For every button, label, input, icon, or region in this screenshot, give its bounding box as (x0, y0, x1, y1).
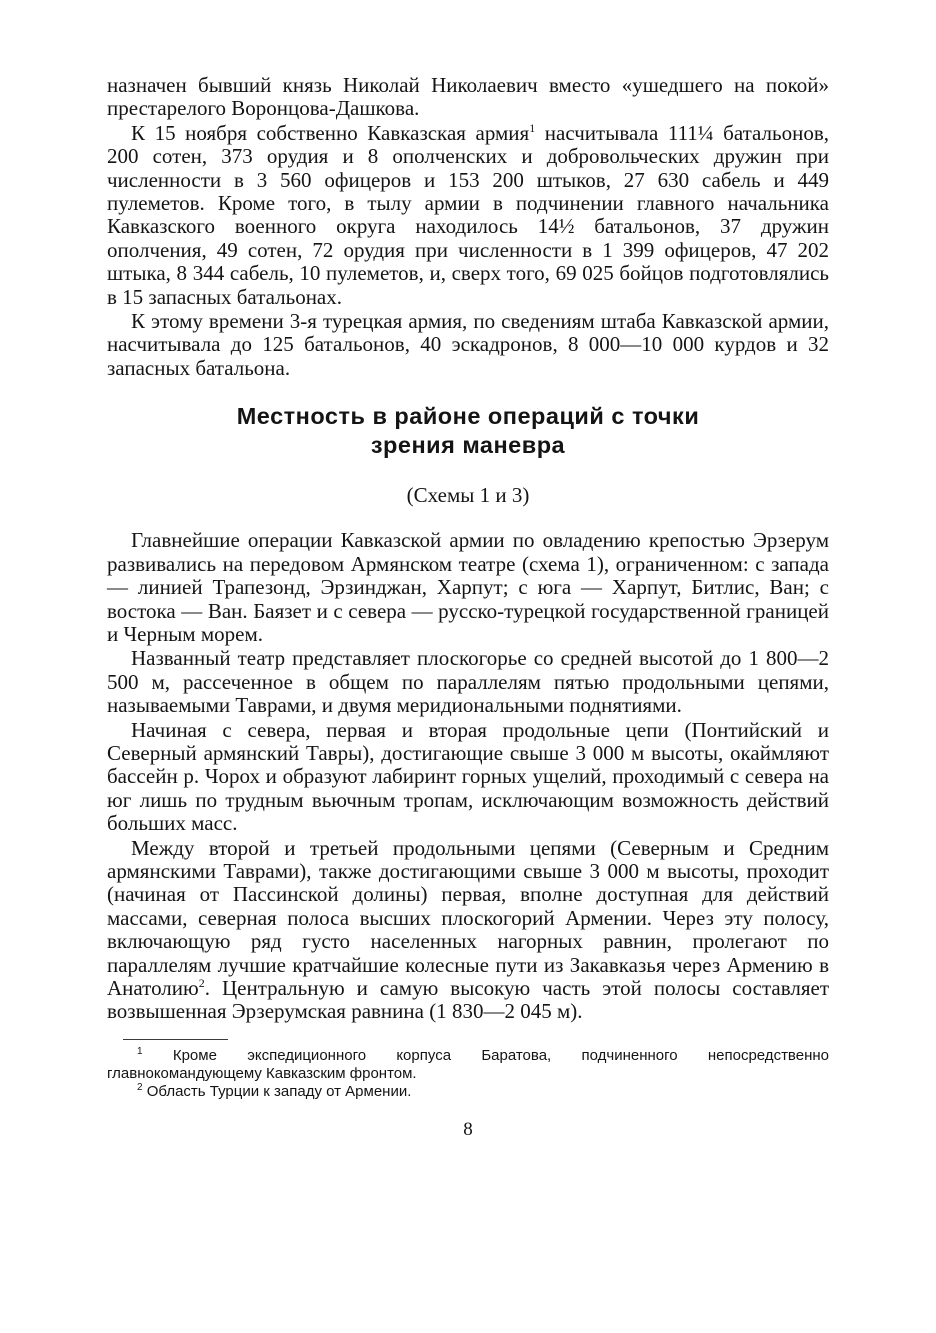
footnote (107, 1047, 829, 1083)
footnote-text: Кроме экспедиционного корпуса Баратова, подчиненного непосредственно главнокомандующему Кавказским фронтом. (107, 1046, 829, 1082)
paragraph-continuation: назначен бывший князь Николай Николаевич вместо «ушедшего на покой» престарелого Воронцова-Дашкова. (107, 73, 829, 121)
paragraph-northern-chains: Начиная с севера, первая и вторая продольные цепи (Понтийский и Северный армянский Тавры), достигающие свыше 3 000 м высоты, окаймляют бассейн р. Чорох и образуют лабиринт горных ущелий, проходимый с севера на юг лишь по трудным вьючным тропам, исключающим возможность действий больших масс. (107, 717, 829, 836)
section-heading-line: Местность в районе операций с точки (236, 403, 700, 430)
paragraph-text: насчитывала 111¼ батальонов, 200 сотен, 373 орудия и 8 ополченских и добровольческих дружин при численности в 3 560 офицеров и 153 200 штыков, 27 630 сабель и 449 пулеметов. Кроме того, в тылу армии в подчинении главного начальника Кавказского военного округа находилось 14½ батальонов, 37 дружин ополчения, 49 сотен, 72 орудия при численности в 1 399 офицеров, 47 202 штыка, 8 344 сабель, 10 пулеметов, и, сверх того, 69 025 бойцов подготовлялись в 15 запасных батальонах. (107, 120, 829, 309)
footnote-reference: 2 (198, 976, 205, 990)
footnote-reference: 1 (529, 120, 536, 135)
paragraph-text: Между второй и третьей продольными цепями (Северным и Средним армянскими Таврами), также достигающими свыше 3 000 м высоты, проходит (начиная от Пассинской долины) первая, вполне доступная для действий массами, северная полоса высших плоскогорий Армении. Через эту полосу, включающую ряд густо населенных нагорных равнин, пролегают по параллелям лучшие кратчайшие колесные пути из Закавказья через Армению в Анатолию (107, 835, 829, 1000)
paragraph-theatre: Главнейшие операции Кавказской армии по овладению крепостью Эрзерум развивались на передовом Армянском театре (схема 1), ограниченном: с запада — линией Трапезонд, Эрзинджан, Харпут; с юга — Харпут, Битлис, Ван; с востока — Ван. Баязет и с севера — русско-турецкой государственной границей и Черным морем. (107, 528, 829, 646)
paragraph-plateau: Названный театр представляет плоскогорье со средней высотой до 1 800—2 500 м, рассеченное в общем по параллелям пятью продольными цепями, называемыми Таврами, и двумя меридиональными поднятиями. (107, 646, 829, 718)
paragraph-turkish-army: К этому времени 3-я турецкая армия, по сведениям штаба Кавказской армии, насчитывала до 125 батальонов, 40 эскадронов, 8 000—10 000 курдов и 32 запасных батальона. (107, 309, 829, 380)
footnote-text: Область Турции к западу от Армении. (142, 1082, 412, 1100)
footnote (107, 1083, 829, 1101)
section-heading (107, 402, 829, 460)
paragraph-text: К 15 ноября собственно Кавказская армия (131, 120, 530, 145)
section-subheading: (Схемы 1 и 3) (406, 483, 530, 508)
book-page (107, 74, 829, 1141)
footnote-divider (123, 1039, 228, 1040)
footnote-mark: 2 (137, 1081, 143, 1093)
section-heading-line: зрения маневра (370, 432, 566, 459)
footnote-mark: 1 (137, 1045, 143, 1057)
paragraph-northern-belt (107, 837, 829, 1024)
page-number: 8 (463, 1118, 473, 1140)
paragraph-text: . Центральную и самую высокую часть этой полосы составляет возвышенная Эрзерумская равнина (1 830—2 045 м). (107, 976, 829, 1024)
paragraph-army-strength (107, 122, 829, 309)
